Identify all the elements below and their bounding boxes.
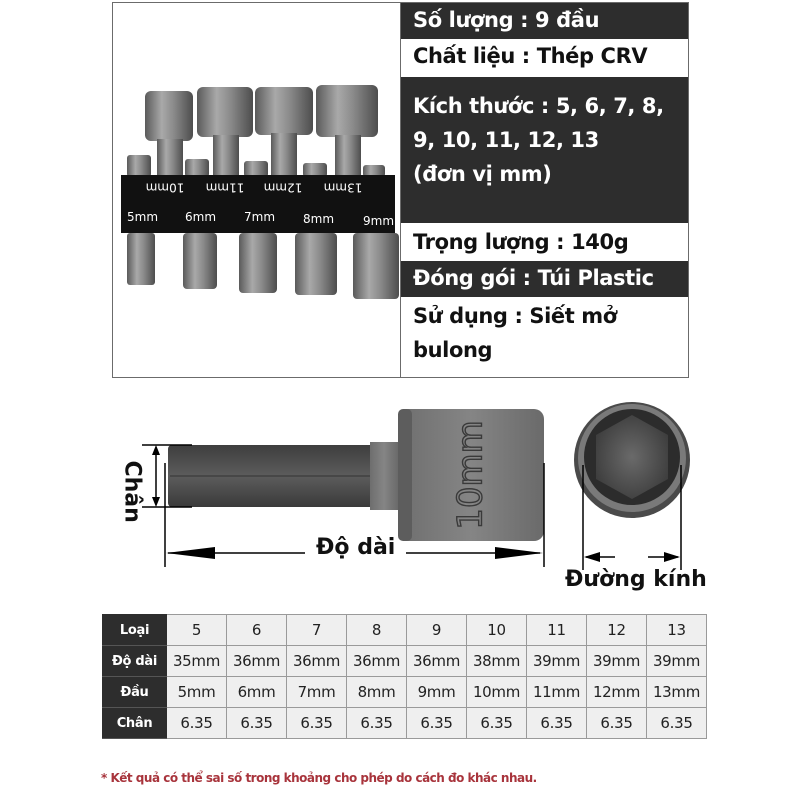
svg-text:5mm: 5mm	[127, 210, 159, 224]
table-cell: 9	[407, 615, 467, 646]
diameter-label: Đường kính	[565, 567, 707, 592]
engraving-text: 10mm	[450, 420, 491, 530]
table-cell: 6.35	[227, 708, 287, 739]
product-photo	[113, 3, 401, 377]
table-cell: 36mm	[347, 646, 407, 677]
spec-usage: Sử dụng : Siết mở bulong	[401, 297, 688, 377]
svg-text:10mm: 10mm	[145, 180, 185, 195]
dimension-diagram	[100, 395, 720, 605]
svg-text:11mm: 11mm	[205, 180, 245, 195]
table-cell: 6.35	[407, 708, 467, 739]
table-cell: 6	[227, 615, 287, 646]
table-cell: 35mm	[167, 646, 227, 677]
svg-text:8mm: 8mm	[303, 212, 335, 226]
table-cell: 11	[527, 615, 587, 646]
table-cell: 8	[347, 615, 407, 646]
spec-material: Chất liệu : Thép CRV	[401, 39, 688, 77]
table-cell: 7mm	[287, 677, 347, 708]
svg-text:9mm: 9mm	[363, 214, 395, 228]
table-cell: 6.35	[287, 708, 347, 739]
svg-text:6mm: 6mm	[185, 210, 217, 224]
table-cell: 6.35	[527, 708, 587, 739]
spec-quantity: Số lượng : 9 đầu	[401, 3, 688, 39]
table-cell: 9mm	[407, 677, 467, 708]
row-header: Loại	[103, 615, 167, 646]
socket-end-view	[574, 402, 690, 518]
table-cell: 6mm	[227, 677, 287, 708]
table-cell: 39mm	[527, 646, 587, 677]
table-row-head	[103, 677, 707, 708]
table-cell: 11mm	[527, 677, 587, 708]
spec-size: Kích thước : 5, 6, 7, 8, 9, 10, 11, 12, 13 (đơn vị mm)	[401, 77, 688, 223]
table-cell: 7	[287, 615, 347, 646]
table-cell: 12mm	[587, 677, 647, 708]
table-cell: 10mm	[467, 677, 527, 708]
row-header: Độ dài	[103, 646, 167, 677]
table-cell: 36mm	[287, 646, 347, 677]
svg-text:7mm: 7mm	[244, 210, 276, 224]
length-label: Độ dài	[316, 535, 396, 560]
table-cell: 6.35	[347, 708, 407, 739]
table-cell: 39mm	[587, 646, 647, 677]
row-header: Chân	[103, 708, 167, 739]
socket-set-illustration	[113, 3, 401, 377]
table-cell: 5	[167, 615, 227, 646]
shank-label: Chân	[119, 460, 145, 523]
disclaimer-note: * Kết quả có thể sai số trong khoảng cho phép do cách đo khác nhau.	[101, 771, 537, 785]
table-cell: 6.35	[467, 708, 527, 739]
table-cell: 10	[467, 615, 527, 646]
lower-sockets	[127, 233, 399, 299]
spec-weight: Trọng lượng : 140g	[401, 223, 688, 261]
table-row-shank	[103, 708, 707, 739]
table-cell: 36mm	[227, 646, 287, 677]
table-cell: 12	[587, 615, 647, 646]
product-info-panel	[112, 2, 689, 378]
spec-panel	[401, 3, 688, 377]
table-cell: 39mm	[647, 646, 707, 677]
table-cell: 13	[647, 615, 707, 646]
table-cell: 6.35	[587, 708, 647, 739]
table-cell: 38mm	[467, 646, 527, 677]
table-row-type	[103, 615, 707, 646]
svg-text:13mm: 13mm	[323, 180, 363, 195]
table-cell: 13mm	[647, 677, 707, 708]
table-cell: 36mm	[407, 646, 467, 677]
table-cell: 5mm	[167, 677, 227, 708]
svg-text:12mm: 12mm	[263, 180, 303, 195]
table-cell: 6.35	[647, 708, 707, 739]
table-cell: 6.35	[167, 708, 227, 739]
table-cell: 8mm	[347, 677, 407, 708]
spec-packaging: Đóng gói : Túi Plastic	[401, 261, 688, 297]
row-header: Đầu	[103, 677, 167, 708]
size-table	[102, 614, 707, 739]
table-row-length	[103, 646, 707, 677]
